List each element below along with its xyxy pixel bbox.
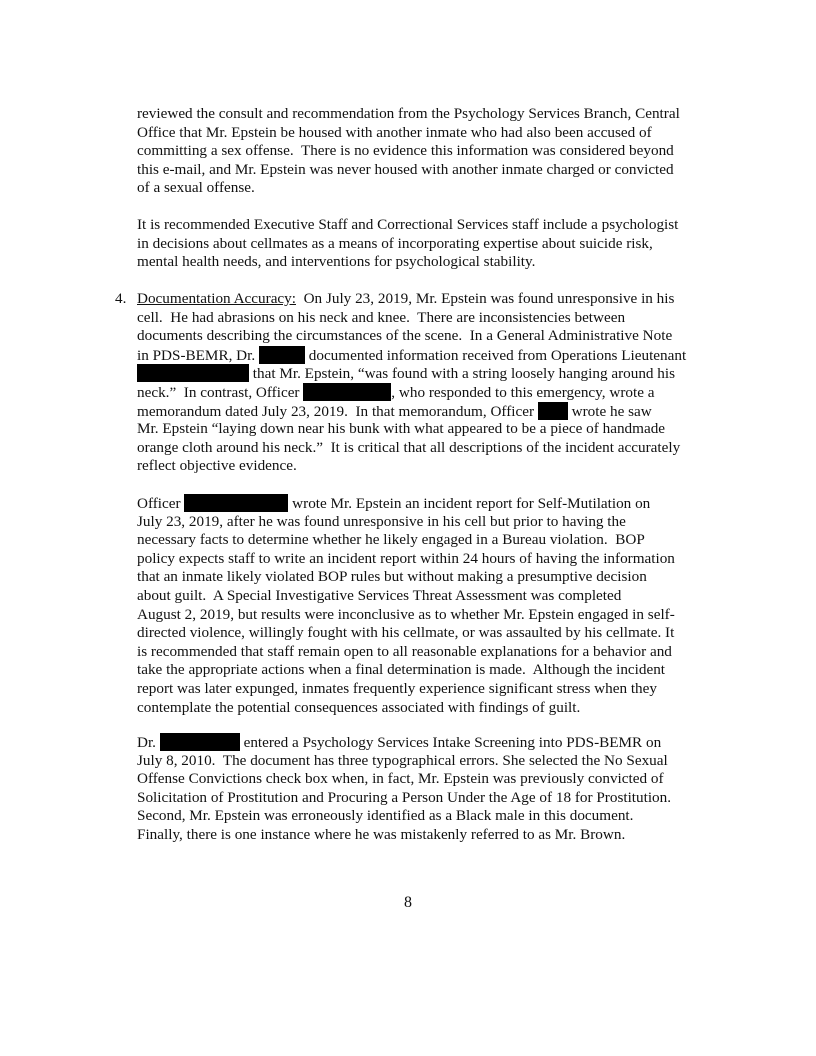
text-line: July 8, 2010. The document has three typographical errors. She selected the No Sexual — [137, 751, 668, 769]
text-line: reflect objective evidence. — [137, 457, 297, 475]
text-line: directed violence, willingly fought with his cellmate, or was assaulted by his cellmate. It — [137, 624, 675, 642]
redaction-box — [184, 494, 288, 512]
text-line: report was later expunged, inmates frequently experience significant stress when they — [137, 679, 657, 697]
redaction-box — [259, 346, 305, 364]
text-line: is recommended that staff remain open to all reasonable explanations for a behavior and — [137, 642, 672, 660]
text-line: policy expects staff to write an incident report within 24 hours of having the information — [137, 549, 675, 567]
text-line: contemplate the potential consequences associated with findings of guilt. — [137, 698, 581, 716]
text-fragment: documented information received from Operations Lieutenant — [304, 346, 687, 364]
text-line: Finally, there is one instance where he was mistakenly referred to as Mr. Brown. — [137, 825, 626, 843]
intake-screening-paragraph — [137, 733, 717, 845]
text-line — [137, 733, 717, 752]
text-fragment: wrote Mr. Epstein an incident report for Self-Mutilation on — [288, 495, 651, 512]
text-fragment: neck.” In contrast, Officer — [137, 383, 304, 401]
text-line: documents describing the circumstances of the scene. In a General Administrative Note — [137, 327, 673, 345]
text-fragment: in PDS-BEMR, Dr. — [137, 346, 259, 364]
redaction-box — [160, 733, 240, 751]
recommendation-paragraph — [137, 216, 717, 272]
text-fragment: memorandum dated July 23, 2019. In that memorandum, Officer — [137, 402, 538, 420]
text-line: committing a sex offense. There is no evidence this information was considered beyond — [137, 142, 674, 160]
incident-report-paragraph — [137, 494, 717, 717]
text-line: orange cloth around his neck.” It is critical that all descriptions of the incident accurately — [137, 438, 681, 456]
text-line: Office that Mr. Epstein be housed with another inmate who had also been accused of — [137, 123, 652, 141]
item-heading: Documentation Accuracy: — [137, 290, 296, 307]
text-line: this e-mail, and Mr. Epstein was never housed with another inmate charged or convicted — [137, 160, 674, 178]
page-number: 8 — [404, 894, 412, 911]
text-line: July 23, 2019, after he was found unresponsive in his cell but prior to having the — [137, 512, 626, 530]
documentation-accuracy-item — [137, 290, 717, 476]
text-line — [137, 383, 717, 402]
text-line: It is recommended Executive Staff and Correctional Services staff include a psychologist — [137, 216, 679, 233]
redaction-box — [538, 402, 568, 420]
text-fragment: On July 23, 2019, Mr. Epstein was found unresponsive in his — [296, 290, 675, 307]
redaction-box — [303, 383, 391, 401]
text-line: cell. He had abrasions on his neck and knee. There are inconsistencies between — [137, 308, 626, 326]
text-line — [137, 364, 717, 383]
redaction-box — [137, 364, 249, 382]
text-fragment: Officer — [137, 495, 185, 512]
text-line: necessary facts to determine whether he likely engaged in a Bureau violation. BOP — [137, 531, 645, 549]
text-fragment: entered a Psychology Services Intake Screening into PDS-BEMR on — [239, 734, 662, 751]
text-line — [137, 290, 717, 309]
text-fragment: wrote he saw — [567, 402, 652, 420]
text-line: in decisions about cellmates as a means of incorporating expertise about suicide risk, — [137, 234, 653, 252]
text-line: reviewed the consult and recommendation from the Psychology Services Branch, Central — [137, 105, 680, 122]
text-line: Mr. Epstein “laying down near his bunk with what appeared to be a piece of handmade — [137, 420, 666, 438]
text-line: of a sexual offense. — [137, 179, 255, 197]
text-line: Offense Convictions check box when, in fact, Mr. Epstein was previously convicted of — [137, 770, 664, 788]
text-line: Second, Mr. Epstein was erroneously identified as a Black male in this document. — [137, 807, 634, 825]
text-line: Solicitation of Prostitution and Procuring a Person Under the Age of 18 for Prostitution. — [137, 788, 672, 806]
text-line: mental health needs, and interventions for psychological stability. — [137, 253, 536, 271]
text-line — [137, 346, 717, 365]
text-line — [137, 494, 717, 513]
text-fragment: Dr. — [137, 734, 160, 751]
text-line — [137, 402, 717, 421]
text-line: take the appropriate actions when a final determination is made. Although the incident — [137, 661, 666, 679]
text-line: that an inmate likely violated BOP rules but without making a presumptive decision — [137, 568, 647, 586]
text-fragment: , who responded to this emergency, wrote a — [391, 383, 655, 401]
text-line: August 2, 2019, but results were inconclusive as to whether Mr. Epstein engaged in self- — [137, 605, 675, 623]
text-fragment: that Mr. Epstein, “was found with a string loosely hanging around his — [249, 365, 676, 383]
text-line: about guilt. A Special Investigative Services Threat Assessment was completed — [137, 586, 622, 604]
paragraph-continuation — [137, 105, 717, 198]
list-number: 4. — [115, 290, 127, 307]
